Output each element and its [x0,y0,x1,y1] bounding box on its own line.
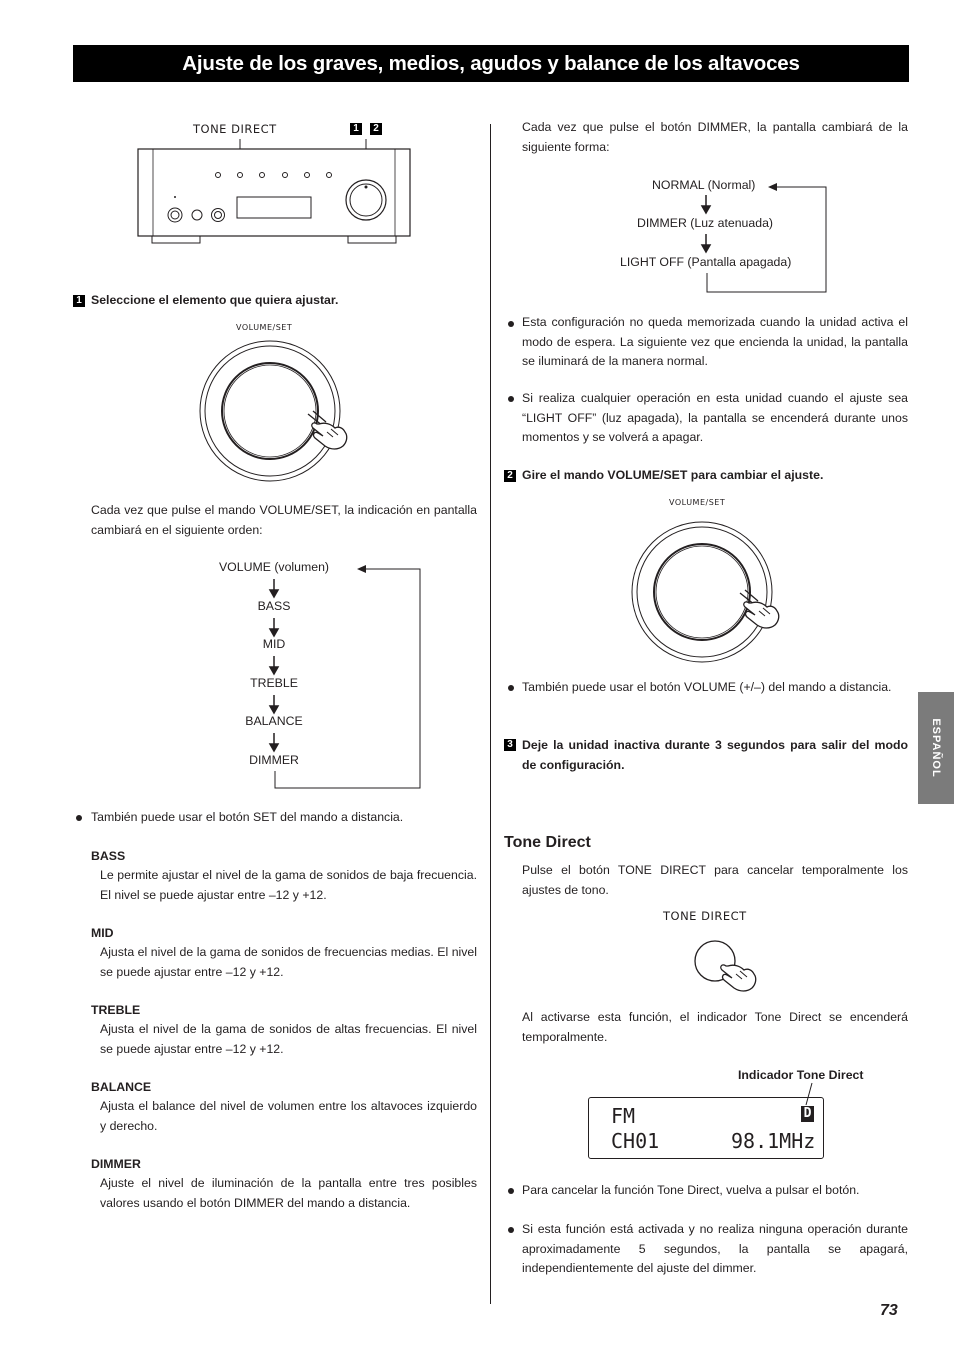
dimmer-flow-arrows [690,180,840,300]
dimmer-intro-text: Cada vez que pulse el botón DIMMER, la pantalla cambiará de la siguiente forma: [522,120,908,154]
definition-desc-balance: Ajusta el balance del nivel de volumen entre los altavoces izquierdo y derecho. [100,1099,477,1133]
standby-note: Esta configuración no queda memorizada cuando la unidad activa el modo de espera. La siguiente vez que encienda la unidad, la pantalla se iluminará de la manera normal. [522,315,908,368]
page-title: Ajuste de los graves, medios, agudos y balance de los altavoces [73,45,909,82]
bullet-dot [508,685,514,691]
amplifier-front-panel-illustration [130,130,420,250]
light-off-note: Si realiza cualquier operación en esta unidad cuando el ajuste sea “LIGHT OFF” (luz apagada), la pantalla se encenderá durante unos momentos y se volverá a apagar. [522,391,908,444]
flow-arrows-left [260,560,430,800]
tone-direct-indicator: D [801,1106,814,1122]
dimmer-flow-dimmer: DIMMER (Luz atenuada) [637,216,774,230]
language-tab [918,692,954,804]
flow-item-dimmer: DIMMER [249,753,299,767]
flow-item-balance: BALANCE [245,714,303,728]
definition-term-balance: BALANCE [91,1080,152,1094]
bullet-dot [76,815,82,821]
tone-direct-heading: Tone Direct [504,834,591,851]
column-divider [490,124,491,1304]
step-2-text: Gire el mando VOLUME/SET para cambiar el ajuste. [522,468,824,482]
page-number: 73 [880,1302,898,1319]
display-channel: CH01 [611,1129,660,1153]
cancel-tone-direct-note: Para cancelar la función Tone Direct, vuelva a pulsar el botón. [522,1183,860,1197]
bullet-dot [508,1227,514,1233]
bullet-dot [508,1188,514,1194]
bullet-dot [508,396,514,402]
step-3-badge: 3 [504,739,516,751]
lcd-display [588,1097,824,1159]
definition-term-bass: BASS [91,849,126,863]
auto-off-note: Si esta función está activada y no realiza ninguna operación durante aproximadamente 5 segundos, la pantalla se apagará, independientemente del ajuste del dimmer. [522,1222,908,1275]
step-1-badge: 1 [73,295,85,307]
step-3-text: Deje la unidad inactiva durante 3 segundos para salir del modo de configuración. [522,738,908,772]
dimmer-flow-light-off: LIGHT OFF (Pantalla apagada) [620,255,792,269]
tone-direct-description: Al activarse esta función, el indicador Tone Direct se encenderá temporalmente. [522,1010,908,1044]
volume-remote-note: También puede usar el botón VOLUME (+/–) del mando a distancia. [522,680,892,694]
definition-desc-mid: Ajusta el nivel de la gama de sonidos de frecuencias medias. El nivel se puede ajustar entre –12 y +12. [100,945,477,979]
set-remote-note: También puede usar el botón SET del mando a distancia. [91,810,404,824]
bullet-dot [508,321,514,327]
definition-desc-dimmer: Ajuste el nivel de iluminación de la pantalla entre tres posibles valores usando el botón DIMMER del mando a distancia. [100,1176,477,1210]
definition-term-dimmer: DIMMER [91,1157,141,1171]
knob-label-right: VOLUME/SET [669,498,726,507]
step-2-badge: 2 [504,470,516,482]
language-tab-label: ESPAÑOL [930,718,942,778]
definition-desc-bass: Le permite ajustar el nivel de la gama de sonidos de baja frecuencia. El nivel se puede ajustar entre –12 y +12. [100,868,477,902]
knob-label: VOLUME/SET [236,323,293,332]
definition-desc-treble: Ajusta el nivel de la gama de sonidos de altas frecuencias. El nivel se puede ajustar entre –12 y +12. [100,1022,477,1056]
device-step-2-badge: 2 [370,123,382,135]
definition-term-mid: MID [91,926,114,940]
hand-turn-icon [737,587,782,632]
flow-item-mid: MID [262,637,286,651]
definition-term-treble: TREBLE [91,1003,141,1017]
device-label: TONE DIRECT [193,122,277,136]
display-band: FM [611,1104,636,1128]
flow-item-volume: VOLUME (volumen) [218,560,330,574]
display-frequency: 98.1MHz [731,1129,816,1153]
tone-direct-intro: Pulse el botón TONE DIRECT para cancelar temporalmente los ajustes de tono. [522,863,908,897]
flow-item-treble: TREBLE [250,676,298,690]
dimmer-flow-normal: NORMAL (Normal) [652,178,756,192]
flow-item-bass: BASS [257,599,291,613]
hand-press-icon [305,408,350,453]
tone-direct-button-label: TONE DIRECT [663,909,747,923]
knob-intro-text: Cada vez que pulse el mando VOLUME/SET, la indicación en pantalla cambiará en el siguiente orden: [91,503,477,537]
tone-direct-button-illustration [694,940,774,1000]
indicator-label: Indicador Tone Direct [738,1068,864,1082]
device-step-1-badge: 1 [350,123,362,135]
step-1-text: Seleccione el elemento que quiera ajustar. [91,293,339,307]
